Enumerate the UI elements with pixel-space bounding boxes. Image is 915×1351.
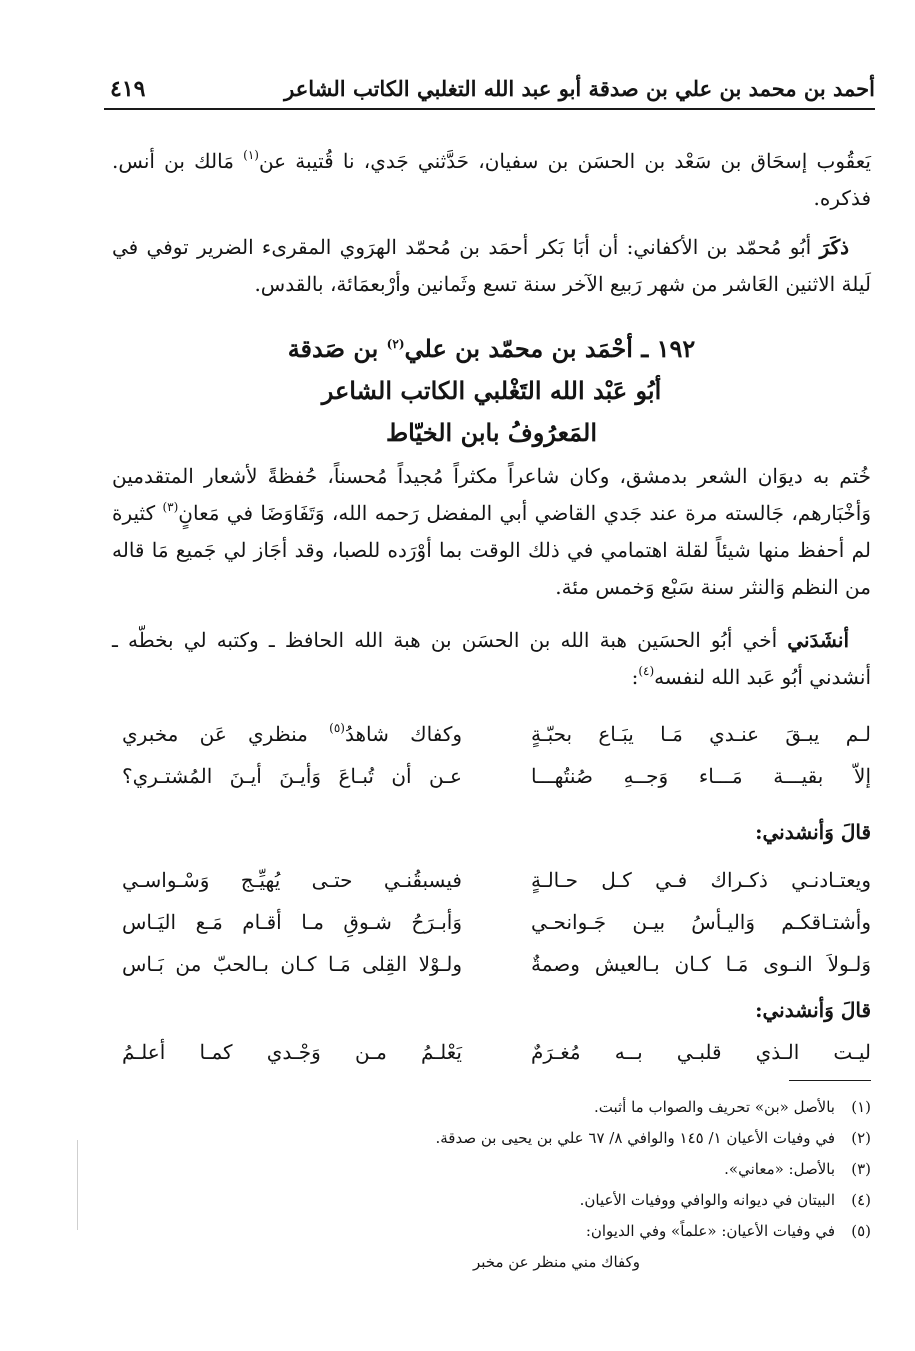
paragraph-text: يَعقُوب إسحَاق بن سَعْد بن الحسَن بن سفيان، حَدَّثني جَدي، نا قُتيبة عن — [258, 149, 871, 173]
poem3-verse-1 — [112, 1034, 871, 1070]
paragraph-keyword: أنشَدَني — [787, 628, 849, 652]
paragraph-biography — [112, 458, 871, 606]
footnote-separator — [789, 1080, 871, 1081]
footnote-4: (٤)البيتان في ديوانه والوافي ووفيات الأعيان. — [579, 1191, 871, 1209]
entry-heading — [112, 328, 871, 454]
entry-title-line-1: ١٩٢ ـ أحْمَد بن محمّد بن علي$^{(٢)}$ بن صَدقة — [287, 334, 696, 363]
poem2-verse-3 — [112, 946, 871, 982]
footnote-ref-3: (٣) — [162, 500, 179, 514]
page-number: ٤١٩ — [110, 76, 146, 102]
verse-second-hemistich: وَأبـرَحُ شـوقِ مـا أقـام مَـع اليَـاس — [122, 910, 462, 934]
footnote-ref-5: (٥) — [329, 721, 345, 735]
verse-second-hemistich: ولـوْلا القِلى مَـا كـان بـالحبّ من بَـاس — [122, 952, 462, 976]
verse-first-hemistich: ويعتـادنـي ذكـراك فـي كـل حـالـةٍ — [531, 868, 871, 892]
entry-title-line-3: المَعرُوفُ بابن الخيّاط — [385, 418, 598, 447]
paragraph-chain-of-narration — [112, 143, 871, 217]
footnote-ref-4: (٤) — [638, 664, 655, 678]
verse-first-hemistich: إلاّ بقيـــة مَـــاء وَجــهِ صُنتُهـــا — [531, 764, 871, 788]
paragraph-recitation: أنشَدَني أخي أبُو الحسَين هبة الله بن الحسَن بن هبة الله الحافظ ـ وكتبه لي بخطّه ـ أنشدني أبُو عَبد الله لنفسه$^{(٤)}$: — [112, 628, 871, 689]
verse-first-hemistich: ليـت الـذي قلبـي بــه مُغـرَمٌ — [531, 1040, 871, 1064]
paragraph-keyword: ذكَرَ — [819, 235, 849, 259]
paragraph-text: أبُو مُحمّد بن الأكفاني: أن أبَا بَكر أحمَد بن مُحمّد الهرَوي المقرىء الضرير توفي في لَيلة الاثنين العَاشر من شهر رَبيع الآخر سنة تسع وثَمانين وأرْبعمَائة، بالقدس. — [112, 235, 871, 296]
verse-first-hemistich: لـم يبـقَ عنـدي مَـا يبَـاع بحبّـةٍ — [531, 722, 871, 746]
footnote-3: (٣)بالأصل: «معاني». — [724, 1160, 871, 1178]
poem2-verse-1 — [112, 862, 871, 898]
verse-second-hemistich: يَعْلـمُ مـن وَجْـدي كمـا أعلـمُ — [122, 1040, 462, 1064]
poem1-verse-2 — [112, 758, 871, 794]
poem2-verse-2 — [112, 904, 871, 940]
footnote-ref-2: (٢) — [386, 337, 405, 351]
footnote-5: (٥)في وفيات الأعيان: «علماً» وفي الديوان: — [585, 1222, 871, 1240]
recitation-label-2: قالَ وَأنشدني: — [755, 998, 871, 1022]
page-header — [104, 68, 875, 110]
scan-margin-line — [77, 1140, 78, 1230]
verse-second-hemistich: فيسبقُنـي حتـى يُهيِّـج وَسْـواسـي — [122, 868, 462, 892]
footnote-verse: وكفاك مني منظر عن مخبر — [472, 1253, 641, 1271]
poem1-verse-1 — [112, 716, 871, 752]
entry-title-line-2: أبُو عَبْد الله التَغْلبي الكاتب الشاعر — [321, 376, 662, 405]
bio-text-2: كثيرة لم أحفظ منها شيئاً لقلة اهتمامي في ذلك الوقت بما أوْرَده للصبا، وقد أجَاز لي جَميع مَا قاله من النظم وَالنثر سنة سَبْع وَخمس مئة. — [112, 501, 871, 599]
footnotes — [112, 1092, 871, 1278]
footnote-1: (١)بالأصل «بن» تحريف والصواب ما أثبت. — [593, 1098, 871, 1116]
footnote-ref-1: (١) — [243, 148, 259, 162]
bio-text-1: خُتم به ديوَان الشعر بدمشق، وكان شاعراً مكثراً مُجيداً مُحسناً، حُفظةً لأشعار المتقدمين وَأخْبَارهم، جَالسته مرة عند جَدي القاضي أبي المفضل رَحمه الله، وَتَفَاوَضَا في مَعانٍ — [112, 464, 871, 525]
recitation-label: قالَ وَأنشدني: — [755, 820, 871, 844]
verse-first-hemistich: وأشتـاقكـم وَاليـأسُ بيـن جَـوانحـي — [531, 910, 871, 934]
paragraph-text-end: مَالك بن أنس. فذكره. — [112, 149, 871, 210]
verse-first-hemistich: وَلـولاَ النـوى مَـا كـان بـالعيش وصمةٌ — [531, 952, 871, 976]
footnote-2: (٢)في وفيات الأعيان ١/ ١٤٥ والوافي ٨/ ٦٧ علي بن يحيى بن صدقة. — [435, 1129, 871, 1147]
verse-second-hemistich: عـن أن تُبـاعَ وَأيـنَ أيـنَ المُشتـري؟ — [122, 764, 462, 788]
paragraph-akfani-report — [112, 229, 871, 303]
paragraph-text: أخي أبُو الحسَين هبة الله بن الحسَن بن هبة الله الحافظ ـ وكتبه لي بخطّه ـ أنشدني أبُو عَبد الله لنفسه — [112, 628, 871, 689]
running-title: أحمد بن محمد بن علي بن صدقة أبو عبد الله التغلبي الكاتب الشاعر — [284, 76, 875, 101]
verse-second-hemistich: وكفاك شاهدُ$^{(٥)}$ منظري عَن مخبري — [122, 721, 462, 746]
